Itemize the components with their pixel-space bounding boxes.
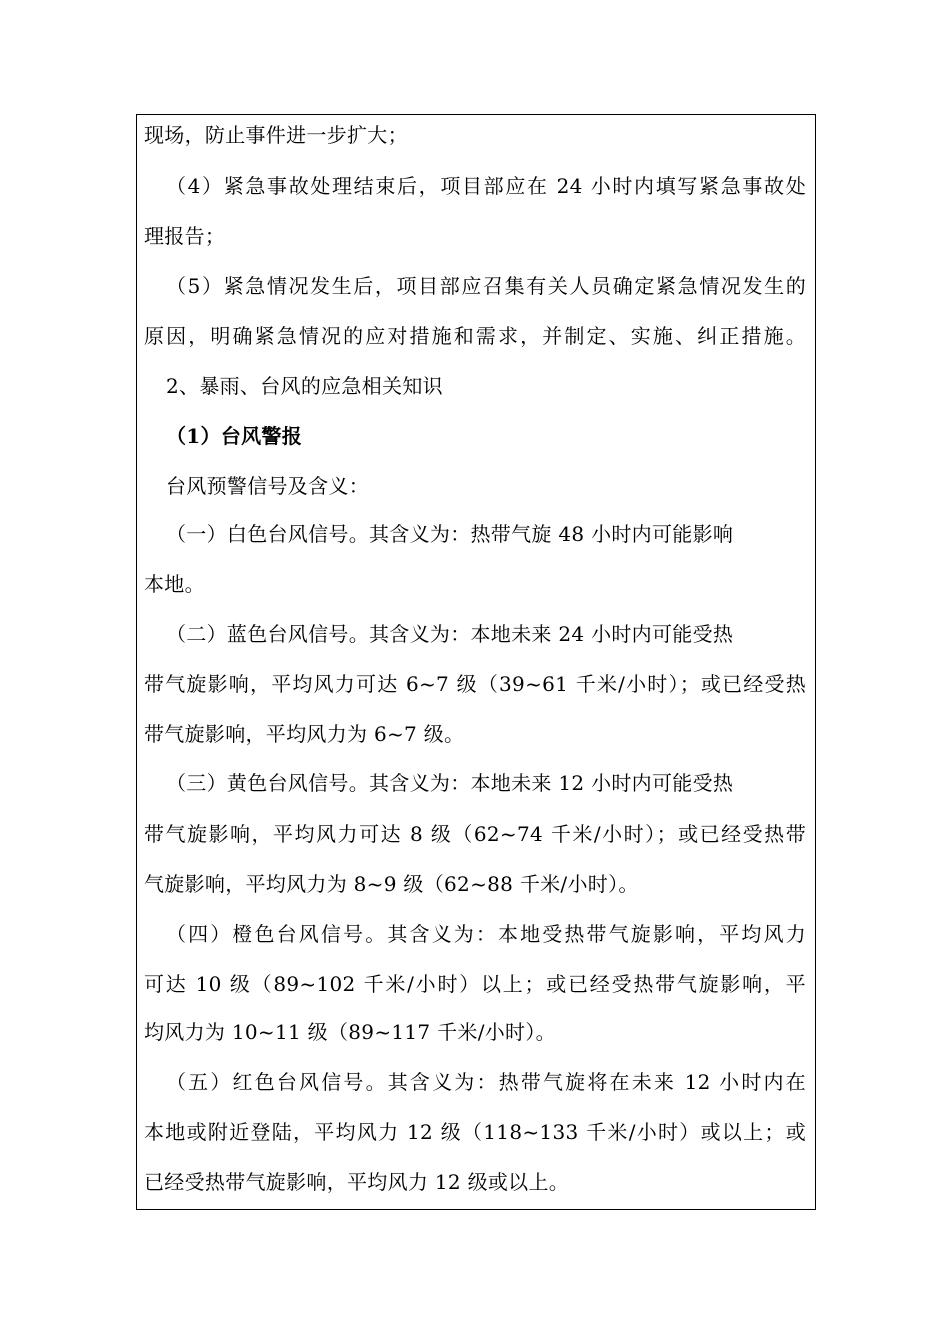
text-line: 带气旋影响，平均风力可达 8 级（62~74 千米/小时）；或已经受热带 (144, 822, 806, 846)
text-line: 台风预警信号及含义： (166, 474, 369, 498)
text-line: （四）橙色台风信号。其含义为：本地受热带气旋影响，平均风力 (166, 922, 806, 946)
text-line: 带气旋影响，平均风力可达 6~7 级（39~61 千米/小时）；或已经受热 (144, 672, 806, 696)
text-line: （一）白色台风信号。其含义为：热带气旋 48 小时内可能影响 (166, 522, 734, 546)
text-line: （三）黄色台风信号。其含义为：本地未来 12 小时内可能受热 (166, 771, 734, 795)
text-line: （二）蓝色台风信号。其含义为：本地未来 24 小时内可能受热 (166, 622, 734, 646)
text-line: 气旋影响，平均风力为 8~9 级（62~88 千米/小时）。 (144, 872, 639, 896)
text-line: 均风力为 10~11 级（89~117 千米/小时）。 (144, 1020, 556, 1044)
text-line: 已经受热带气旋影响，平均风力 12 级或以上。 (144, 1170, 570, 1194)
section-heading: 2、暴雨、台风的应急相关知识 (166, 374, 443, 398)
text-line: （五）红色台风信号。其含义为：热带气旋将在未来 12 小时内在 (166, 1070, 806, 1094)
subsection-heading: （1）台风警报 (166, 424, 303, 448)
text-line: 原因，明确紧急情况的应对措施和需求，并制定、实施、纠正措施。 (144, 324, 806, 348)
text-line: 理报告； (144, 224, 226, 248)
text-line: 可达 10 级（89~102 千米/小时）以上；或已经受热带气旋影响，平 (144, 972, 806, 996)
text-line: 本地或附近登陆，平均风力 12 级（118~133 千米/小时）或以上；或 (144, 1120, 806, 1144)
text-line: （4）紧急事故处理结束后，项目部应在 24 小时内填写紧急事故处 (166, 174, 806, 198)
text-line: （5）紧急情况发生后，项目部应召集有关人员确定紧急情况发生的 (166, 274, 806, 298)
text-line: 带气旋影响，平均风力为 6~7 级。 (144, 722, 465, 746)
text-line: 本地。 (144, 572, 205, 596)
text-line: 现场，防止事件进一步扩大； (144, 123, 408, 147)
